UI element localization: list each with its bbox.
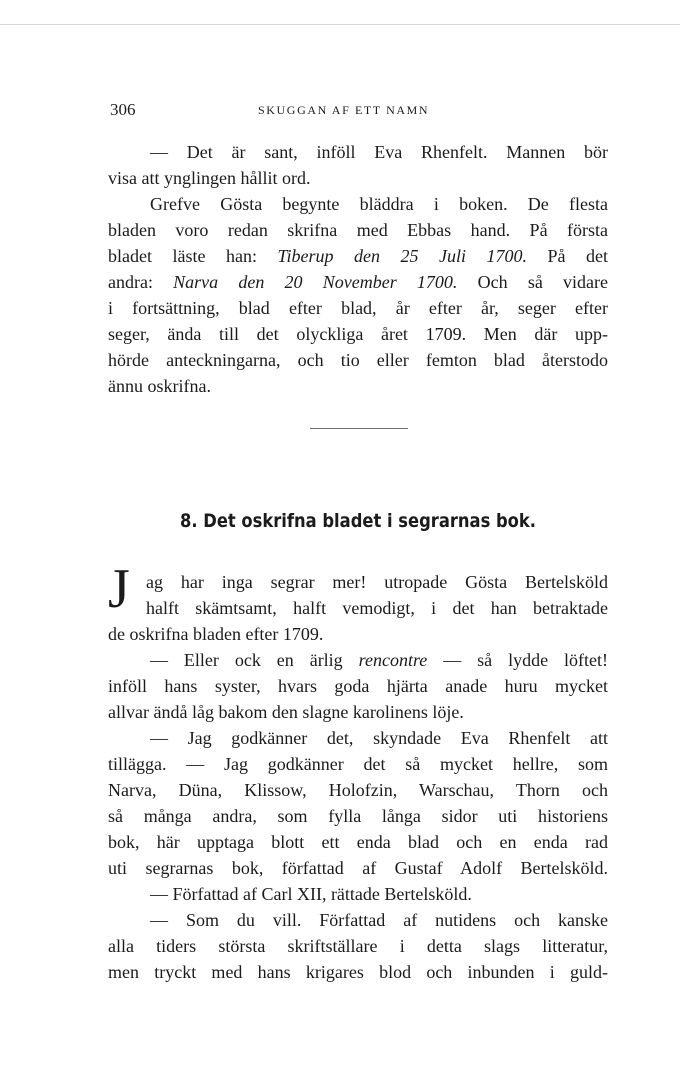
section-one-text [108, 139, 608, 399]
text-line: hörde anteckningarna, och tio eller femton blad återstodo [108, 350, 608, 370]
text-line: bok, här upptaga blott ett enda blad och en enda rad [108, 832, 608, 852]
page-number: 306 [110, 100, 136, 119]
text-line: — Jag godkänner det, skyndade Eva Rhenfelt att [150, 728, 608, 748]
text-line: ännu oskrifna. [108, 376, 211, 396]
text-line: Narva, Düna, Klissow, Holofzin, Warschau, Thorn och [108, 780, 608, 800]
text-line: tillägga. — Jag godkänner det så mycket hellre, som [108, 754, 608, 774]
text-line: Grefve Gösta begynte bläddra i boken. De flesta [150, 194, 608, 214]
text-line: — Författad af Carl XII, rättade Bertelsköld. [150, 884, 472, 904]
running-title: SKUGGAN AF ETT NAMN [258, 103, 430, 117]
text-line: bladen voro redan skrifna med Ebbas hand. På första [108, 220, 608, 240]
drop-cap: J [108, 558, 130, 620]
text-line: — Eller ock en ärlig rencontre — så lydde löftet! [150, 650, 608, 670]
text-line: inföll hans syster, hvars goda hjärta anade huru mycket [108, 676, 608, 696]
italic-word: rencontre [358, 650, 428, 670]
text-line: halft skämtsamt, halft vemodigt, i det han betraktade [146, 598, 608, 618]
text-line: uti segrarnas bok, författad af Gustaf Adolf Bertelsköld. [108, 858, 608, 878]
text-line: men tryckt med hans krigares blod och inbunden i guld- [108, 962, 608, 982]
text-line: bladet läste han: Tiberup den 25 Juli 1700. På det [108, 246, 608, 266]
section-divider [310, 428, 408, 429]
text-line: i fortsättning, blad efter blad, år efter år, seger efter [108, 298, 608, 318]
text-line: visa att ynglingen hållit ord. [108, 168, 311, 188]
section-two-text [108, 569, 608, 985]
text-line: andra: Narva den 20 November 1700. Och så vidare [108, 272, 608, 292]
text-line: ag har inga segrar mer! utropade Gösta Bertelsköld [146, 572, 608, 592]
page-header [110, 100, 610, 120]
scan-edge-line [0, 24, 680, 25]
text-line: seger, ända till det olyckliga året 1709. Men där upp- [108, 324, 608, 344]
text-line: allvar ändå låg bakom den slagne karolinens löje. [108, 702, 464, 722]
italic-date: Tiberup den 25 Juli 1700. [277, 246, 527, 266]
text-line: så många andra, som fylla långa sidor uti historiens [108, 806, 608, 826]
text-line: — Det är sant, inföll Eva Rhenfelt. Mannen bör [150, 142, 608, 162]
text-line: — Som du vill. Författad af nutidens och kanske [150, 910, 608, 930]
italic-date: Narva den 20 November 1700. [173, 272, 458, 292]
chapter-heading: 8. Det oskrifna bladet i segrarnas bok. [180, 510, 536, 532]
text-line: alla tiders största skriftställare i detta slags litteratur, [108, 936, 608, 956]
text-line: de oskrifna bladen efter 1709. [108, 624, 324, 644]
